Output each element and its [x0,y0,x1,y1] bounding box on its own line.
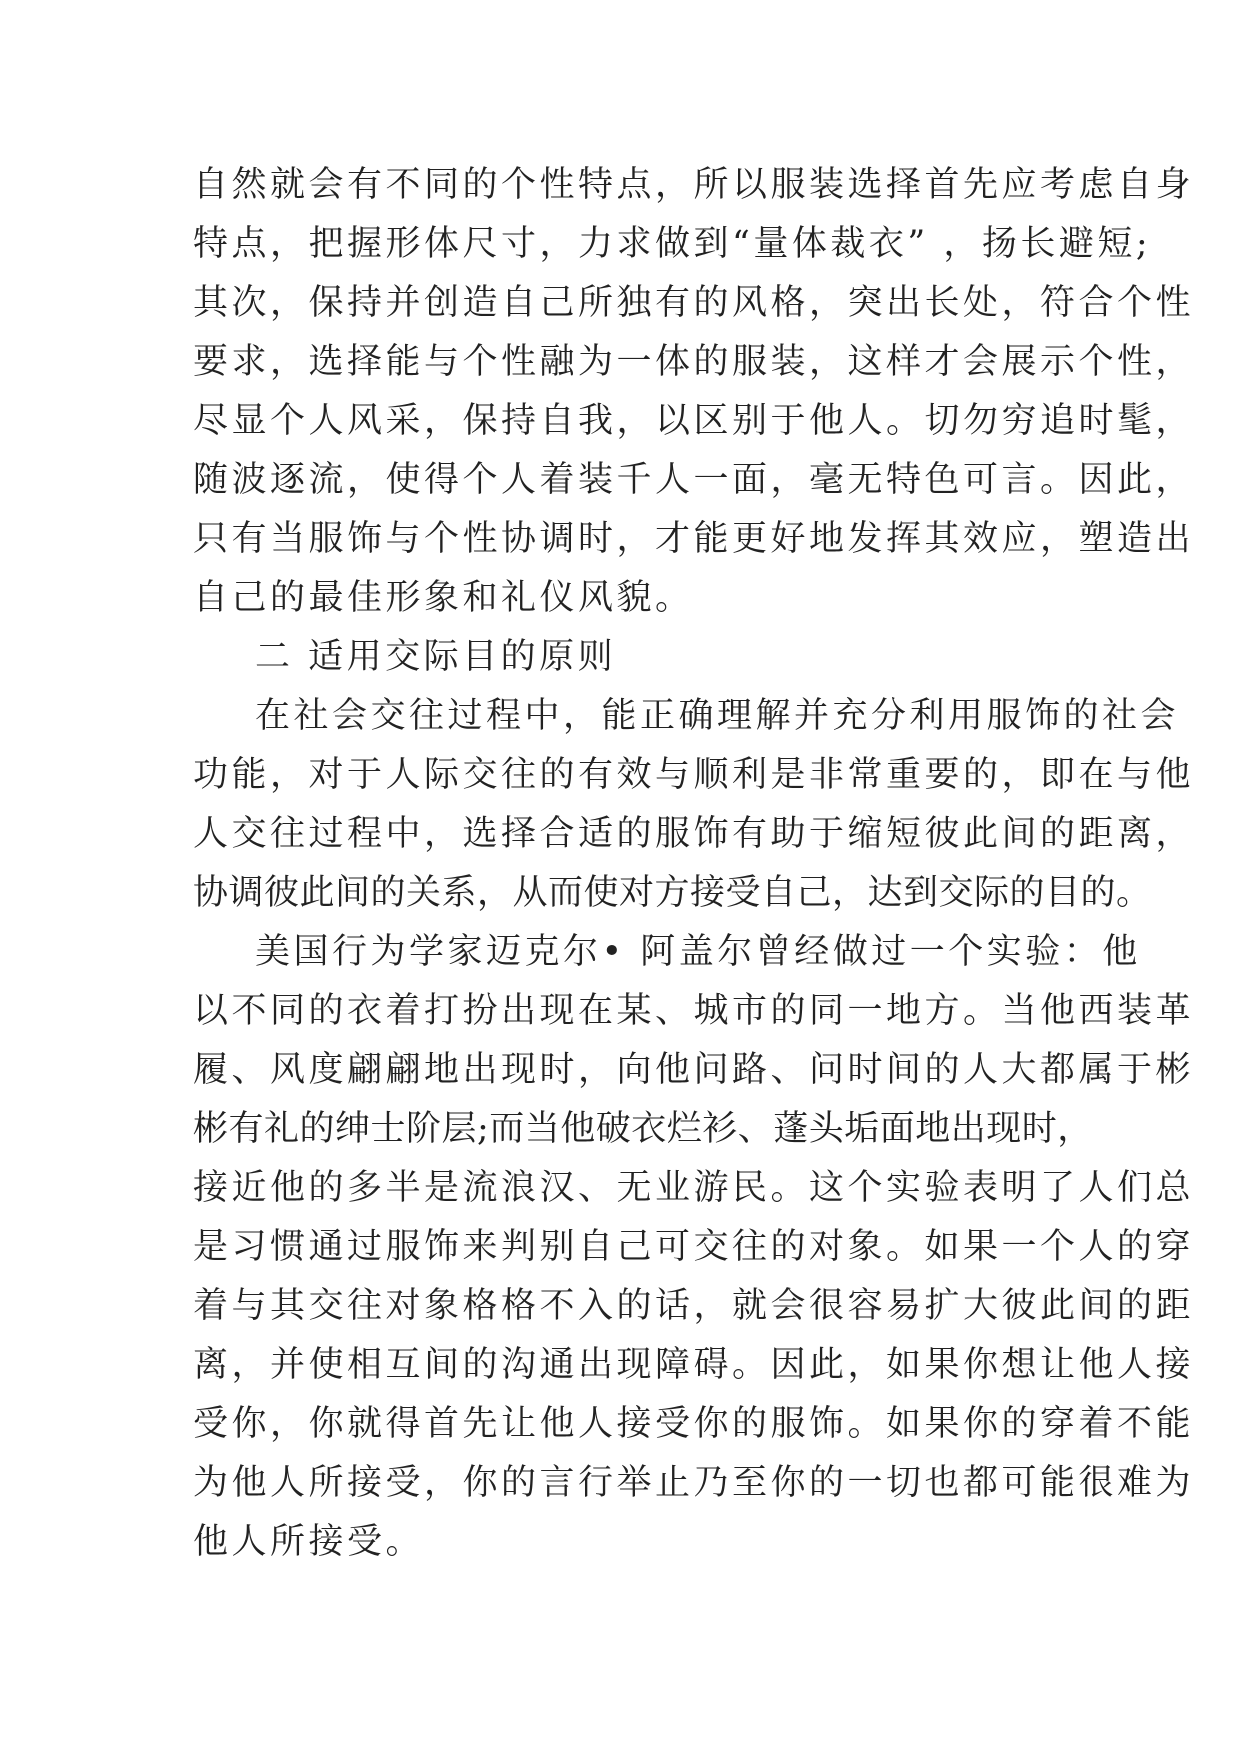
paragraph-1-line: 要求，选择能与个性融为一体的服装，这样才会展示个性， [193,342,1195,382]
paragraph-3-line: 是习惯通过服饰来判别自己可交往的对象。如果一个人的穿 [193,1227,1195,1267]
paragraph-2-line: 协调彼此间的关系，从而使对方接受自己，达到交际的目的。 [193,873,1152,913]
paragraph-3-line: 离，并使相互间的沟通出现障碍。因此，如果你想让他人接 [193,1345,1195,1385]
paragraph-1-line: 随波逐流，使得个人着装千人一面，毫无特色可言。因此， [193,460,1195,500]
paragraph-3-line: 美国行为学家迈克尔• 阿盖尔曾经做过一个实验：他 [255,932,1141,972]
paragraph-1-line: 只有当服饰与个性协调时，才能更好地发挥其效应，塑造出 [193,519,1195,559]
paragraph-3-line: 受你，你就得首先让他人接受你的服饰。如果你的穿着不能 [193,1404,1195,1444]
paragraph-3-line: 为他人所接受，你的言行举止乃至你的一切也都可能很难为 [193,1463,1195,1503]
paragraph-3-line: 履、风度翩翩地出现时，向他问路、问时间的人大都属于彬 [193,1050,1195,1090]
paragraph-3-line: 接近他的多半是流浪汉、无业游民。这个实验表明了人们总 [193,1168,1195,1208]
paragraph-2-line: 在社会交往过程中，能正确理解并充分利用服饰的社会 [255,696,1180,736]
paragraph-1-line: 其次，保持并创造自己所独有的风格，突出长处，符合个性 [193,283,1195,323]
paragraph-2-line: 功能，对于人际交往的有效与顺利是非常重要的，即在与他 [193,755,1195,795]
paragraph-3-line: 以不同的衣着打扮出现在某、城市的同一地方。当他西装革 [193,991,1195,1031]
paragraph-1-line: 自己的最佳形象和礼仪风貌。 [193,578,694,618]
paragraph-1-line: 自然就会有不同的个性特点，所以服装选择首先应考虑自身 [193,165,1195,205]
paragraph-3-line: 彬有礼的绅士阶层;而当他破衣烂衫、蓬头垢面地出现时， [193,1109,1093,1149]
section-heading: 二 适用交际目的原则 [255,637,617,677]
paragraph-1-line: 尽显个人风采，保持自我，以区别于他人。切勿穷追时髦， [193,401,1195,441]
paragraph-1-line: 特点，把握形体尺寸，力求做到“量体裁衣” ，扬长避短; [193,224,1152,264]
paragraph-3-line: 着与其交往对象格格不入的话，就会很容易扩大彼此间的距 [193,1286,1195,1326]
paragraph-3-line: 他人所接受。 [193,1522,425,1562]
paragraph-2-line: 人交往过程中，选择合适的服饰有助于缩短彼此间的距离， [193,814,1195,854]
